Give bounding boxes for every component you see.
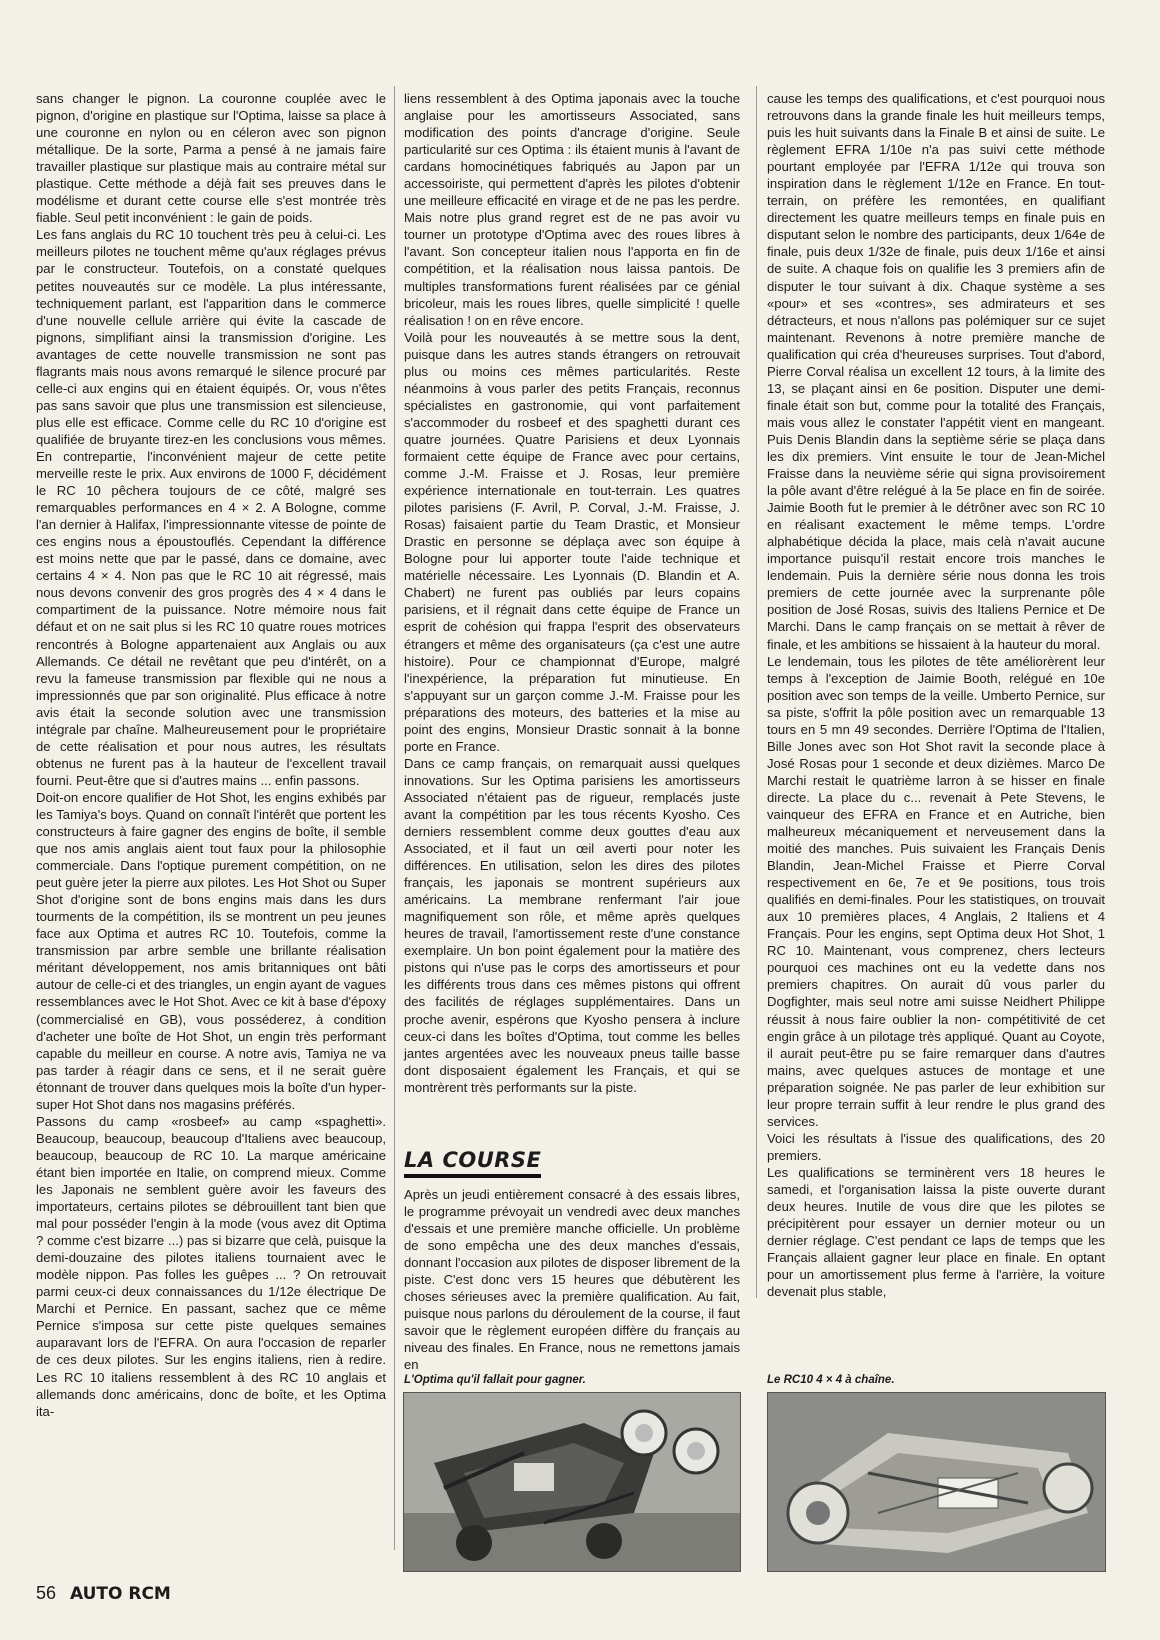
paragraph: cause les temps des qualifications, et c'est pourquoi nous retrouvons dans la grande finale les huit meilleurs temps, puis les huit suivants dans la Finale B et ainsi de suite. Le règlement EFRA 1/10e n'a pas suivi cette méthode pourtant employée par l'EFRA 1/12e qui trouva son inspiration dans le règlement 1/12e en France. En tout-terrain, on préfère les remontées, en qualifiant directement les quatre meilleurs temps en finale puis en disputant selon le nombre des participants, deux 1/64e de finale, puis deux 1/32e de finale, puis deux 1/16e et ainsi de suite. A chaque fois on qualifie les 3 premiers afin de disputer le tour suivant à dix. Chaque système a ses «pour» et ses «contres», ses admirateurs et ses détracteurs, et nous n'allons pas polémiquer sur ce sujet maintenant. Revenons à notre première manche de qualification qui créa d'heureuses surprises. Tout d'abord, Pierre Corval réalisa un excellent 12 tours, à la limite des 13, se plaçant ainsi en 6e position. Disputer une demi-finale était son but, comme pour la totalité des Français, mais vous allez le constater l'appétit vient en mangeant. Puis Denis Blandin dans la septième série se plaça dans les dix premiers. Vint ensuite le tour de Jean-Michel Fraisse dans la neuvième série qui signa provisoirement la pôle avant d'être relégué à la 5e place en fin de soirée. Jaimie Booth fut le premier à le détrôner avec son RC 10 en réalisant exactement le même temps. L'ordre alphabétique décida la place, mais celà n'avait aucune importance puisqu'il restait encore trois manches le lendemain. Puis la dernière série nous donna les trois premiers de cette journée avec la surprenante pôle position de José Rosas, suivis des Italiens Pernice et De Marchi. Dans le camp français on se mettait à rêver de finale, et les ambitions se hissaient à la hauteur du moral.	[767, 91, 1105, 652]
photo-rc10-illustration	[768, 1393, 1105, 1571]
photo-caption-optima: L'Optima qu'il fallait pour gagner.	[404, 1374, 586, 1386]
page-footer	[36, 1583, 171, 1604]
photo-rc10-chain-car	[767, 1392, 1106, 1572]
section-heading: LA COURSE	[404, 1148, 541, 1178]
article-column-1	[36, 90, 386, 1420]
paragraph: Voici les résultats à l'issue des qualifications, des 20 premiers.	[767, 1130, 1105, 1163]
photo-optima-car	[403, 1392, 741, 1572]
page-number: 56	[36, 1583, 57, 1603]
article-column-2-course	[404, 1186, 740, 1374]
photo-optima-illustration	[404, 1393, 740, 1571]
column-divider-right	[756, 86, 757, 1298]
paragraph: Le lendemain, tous les pilotes de tête améliorèrent leur temps à l'exception de Jaimie Booth, relégué en 10e position avec son temps de la veille. Umberto Pernice, sur sa piste, s'offrit la pôle position avec un remarquable 13 tours en 5 mn 49 secondes. Derrière l'Optima de l'Italien, Bille Jones avec son Hot Shot ravit la seconde place à José Rosas pour 1 seconde et deux dizièmes. Marco De Marchi restait le quatrième larron à se hisser en finale directe. La place du c... revenait à Pete Stevens, le vainqueur des EFRA en France et en Autriche, bien malheureux mécaniquement et nerveusement dans la moitié des manches. Puis suivaient les Français Denis Blandin, Jean-Michel Fraisse et Pierre Corval respectivement en 6e, 7e et 9e positions, tous trois qualifiés en demi-finales. Pour les statistiques, on trouvait aux 10 premières places, 4 Anglais, 2 Italiens et 4 Français. Pour les engins, sept Optima deux Hot Shot, 1 RC 10. Maintenant, vous comprenez, chers lecteurs pourquoi ces machines ont eu la vedette dans nos premiers chapitres. On aurait dû vous parler du Dogfighter, mais seul notre ami suisse Neidhert Philippe réussit à nous faire oublier la non- compétitivité de cet engin grâce à un pilotage très appliqué. Quant au Coyote, il aurait peut-être pu se faire remarquer dans d'autres mains, avec quelques astuces de montage et une préparation soignée. Ne pas parler de leur exhibition sur leur propre terrain suffit à leur rendre le plus grand des services.	[767, 653, 1105, 1129]
section-heading-wrap	[404, 1148, 740, 1178]
photo-caption-rc10: Le RC10 4 × 4 à chaîne.	[767, 1374, 895, 1386]
paragraph: Dans ce camp français, on remarquait aussi quelques innovations. Sur les Optima parisiens les amortisseurs Associated n'étaient pas de rigueur, remplacés juste avant la compétition par les tous récents Kyosho. Ces derniers ressemblent comme deux gouttes d'eau aux Associated, et il faut un œil averti pour noter les différences. En utilisation, selon les dires des pilotes français, les japonais se montrent supérieurs aux américains. La membrane renfermant l'air joue magnifiquement son rôle, et même après quelques heures de travail, l'amortissement reste d'une constance exemplaire. Un bon point également pour la matière des pistons qui n'use pas le corps des amortisseurs et pour les différents trous dans ces mêmes pistons qui offrent des facilités de réglages supplémentaires. Dans un proche avenir, espérons que Kyosho pensera à inclure ceux-ci dans les boîtes d'Optima, tout comme les belles jantes argentées avec les nouveaux pneus taille basse dont disposaient également les Français, et qui se montrèrent très performants sur la piste.	[404, 755, 740, 1095]
paragraph: Les fans anglais du RC 10 touchent très peu à celui-ci. Les meilleurs pilotes ne touchent même qu'aux réglages prévus par le constructeur. Toutefois, on a constaté quelques petites nouveautés sur ce modèle. La plus intéressante, techniquement parlant, est l'apparition dans le commerce d'une nouvelle cellule arrière qui évite la cascade de pignons, simplifiant ainsi la transmission d'origine. Les avantages de cette nouvelle transmission ne sont pas flagrants mais nous avons remarqué le silence procuré par celle-ci aux engins qui en étaient équipés. Or, vous n'êtes pas sans savoir que plus une transmission est silencieuse, plus elle est efficace. Comme celle du RC 10 d'origine est qualifiée de bruyante tirez-en les conclusions vous mêmes. En contrepartie, l'inconvénient majeur de cette petite merveille reste le prix. Aux environs de 1000 F, décidément le RC 10 pêchera toujours de ce côté, malgré ses remarquables performances en 4 × 2. A Bologne, comme l'an dernier à Halifax, l'impressionnante vitesse de pointe de ces engins nous a époustouflés. Cependant la différence est moins nette que par le passé, dans ce domaine, avec certains 4 × 4. Non pas que le RC 10 ait régressé, mais nous devons convenir des gros progrès des 4 × 4 dans le compartiment de la puissance. Notre mémoire nous fait défaut et on ne sait plus si les RC 10 quatre roues motrices rencontrés à Bologne appartenaient aux Anglais ou aux Allemands. Ce détail ne revêtant que peu d'intérêt, on a revu la fameuse transmission par flexible qui ne nous a impressionnés que par son originalité. Plus efficace à notre avis était la seconde solution avec une transmission intégrale par chaîne. Malheureusement pour le propriétaire de cette réalisation et pour nous autres, les résultats obtenus ne furent pas à la hauteur de l'excellent travail fourni. Peut-être que si d'autres mains ... enfin passons.	[36, 227, 386, 788]
paragraph: liens ressemblent à des Optima japonais avec la touche anglaise pour les amortisseurs Associated, sans modification des points d'ancrage d'origine. Seule particularité sur ces Optima : ils étaient munis à l'avant de cardans homocinétiques fabriqués au Japon par un accessoiriste, qui permettent d'après les pilotes d'obtenir une meilleure efficacité en virage et de ne pas les perdre. Mais notre plus grand regret est de ne pas avoir vu tourner un prototype d'Optima avec des roues libres à l'avant. Son concepteur italien nous l'apporta en fin de compétition, et la réalisation nous laissa pantois. De multiples transformations furent réalisées par ce génial bricoleur, mais les roues libres, quelle simplicité ! quelle réalisation ! on en rêve encore.	[404, 91, 740, 328]
article-column-2	[404, 90, 740, 1096]
magazine-name: AUTO RCM	[69, 1584, 171, 1604]
paragraph: Passons du camp «rosbeef» au camp «spaghetti». Beaucoup, beaucoup, beaucoup d'Italiens avec beaucoup, beaucoup, beaucoup de RC 10. La marque américaine étant bien importée en Italie, on comprend mieux. Comme les Japonais ne semblent guère avoir les faveurs des importateurs, certains pilotes se débrouillent tant bien que mal pour posséder l'engin à la mode (vous avez dit Optima ? comme c'est bizarre ...) pas si bizarre que celà, puisque la demi-douzaine des pilotes italiens tournaient avec le modèle nippon. Pas folles les guêpes ... ? On retrouvait parmi ceux-ci deux connaissances du 1/12e électrique De Marchi et Pernice. En passant, sachez que ce même Pernice s'imposa sur cette piste quelques semaines auparavant lors de l'EFRA. On aura l'occasion de reparler de ces deux pilotes. Sur les engins italiens, rien à redire. Les RC 10 italiens ressemblent à des RC 10 anglais et allemands donc américains, donc de boîte, et les Optima ita-	[36, 1113, 386, 1419]
paragraph: Les qualifications se terminèrent vers 18 heures le samedi, et l'organisation laissa la piste ouverte durant deux heures. Inutile de vous dire que les pilotes se précipitèrent pour essayer un dernier moteur ou un dernier réglage. C'est pendant ce laps de temps que les Français allaient gagner leur place en finale. En optant pour un amortissement plus ferme à l'arrière, la voiture devenait plus stable,	[767, 1164, 1105, 1300]
paragraph: Voilà pour les nouveautés à se mettre sous la dent, puisque dans les autres stands étrangers on retrouvait plus ou moins ces mêmes particularités. Reste néanmoins à vous parler des petits Français, reconnus spécialistes en gastronomie, qui vont parfaitement s'accommoder du rosbeef et des spaghetti durant ces quatre journées. Quatre Parisiens et deux Lyonnais formaient cette équipe de France avec pour certains, comme J.-M. Fraisse et J. Rosas, leur première expérience internationale en tout-terrain. Les quatres pilotes parisiens (F. Avril, P. Corval, J.-M. Fraisse, J. Rosas) faisaient partie du Team Drastic, et Monsieur Drastic en personne se déplaça avec son équipe à Bologne pour lui apporter toute l'aide technique et matérielle nécessaire. Les Lyonnais (D. Blandin et A. Chabert) ne furent pas oubliés par leurs copains parisiens, et il régnait dans cette équipe de France un esprit de cohésion qui frappa l'esprit des observateurs étrangers et même des organisateurs (ça c'est une autre histoire). Pour ce championnat d'Europe, malgré l'inexpérience, la préparation fut minutieuse. En s'appuyant sur un garçon comme J.-M. Fraisse pour les préparations des moteurs, des batteries et la mise au point des engins, Monsieur Drastic sonnait à la bonne porte en France.	[404, 329, 740, 754]
article-column-3	[767, 90, 1105, 1300]
column-divider-left	[394, 86, 395, 1550]
paragraph: sans changer le pignon. La couronne couplée avec le pignon, d'origine en plastique sur l'Optima, laisse sa place à une couronne en nylon ou en céleron avec son pignon métallique. De la sorte, Parma a pensé à ne jamais faire travailler plastique sur plastique mais au contraire métal sur plastique. Cette méthode a déjà fait ses preuves dans le modélisme et durant cette course elle s'est montrée très fiable. Seul petit inconvénient : le gain de poids.	[36, 91, 386, 226]
paragraph: Après un jeudi entièrement consacré à des essais libres, le programme prévoyait un vendredi avec deux manches d'essais et une première manche officielle. Un problème de sono empêcha une des deux manches d'essais, donnant l'occasion aux pilotes de disposer librement de la piste. C'est donc vers 15 heures que débutèrent les choses sérieuses avec la première qualification. Au fait, puisque nous parlons du déroulement de la course, il faut savoir que le règlement européen diffère du français au niveau des finales. En France, nous ne remettons jamais en	[404, 1187, 740, 1373]
paragraph: Doit-on encore qualifier de Hot Shot, les engins exhibés par les Tamiya's boys. Quand on connaît l'intérêt que portent les constructeurs à faire gagner des engins de boîte, il semble que nos amis anglais aient tout faux pour la philosophie commerciale. Dans l'optique purement compétition, on ne peut guère jeter la pierre aux pilotes. Les Hot Shot ou Super Shot d'origine sont de bons engins mais dans les durs tourments de la compétition, ils se montrent un peu jeunes face aux Optima et autres RC 10. Toutefois, comme la transmission par arbre semble une brillante réalisation méritant développement, nos amis britanniques ont bâti autour de celle-ci et des triangles, un engin ayant de vagues ressemblances avec le Hot Shot. Avec ce kit à base d'époxy (commercialisé en GB), vous posséderez, à condition d'acheter une boîte de Hot Shot, un engin très performant capable du meilleur en course. A notre avis, Tamiya ne va pas tarder à réagir dans ce sens, et il ne serait guère étonnant de trouver dans quelques mois la boîte d'un hyper-super Hot Shot dans nos magasins préférés.	[36, 789, 386, 1112]
